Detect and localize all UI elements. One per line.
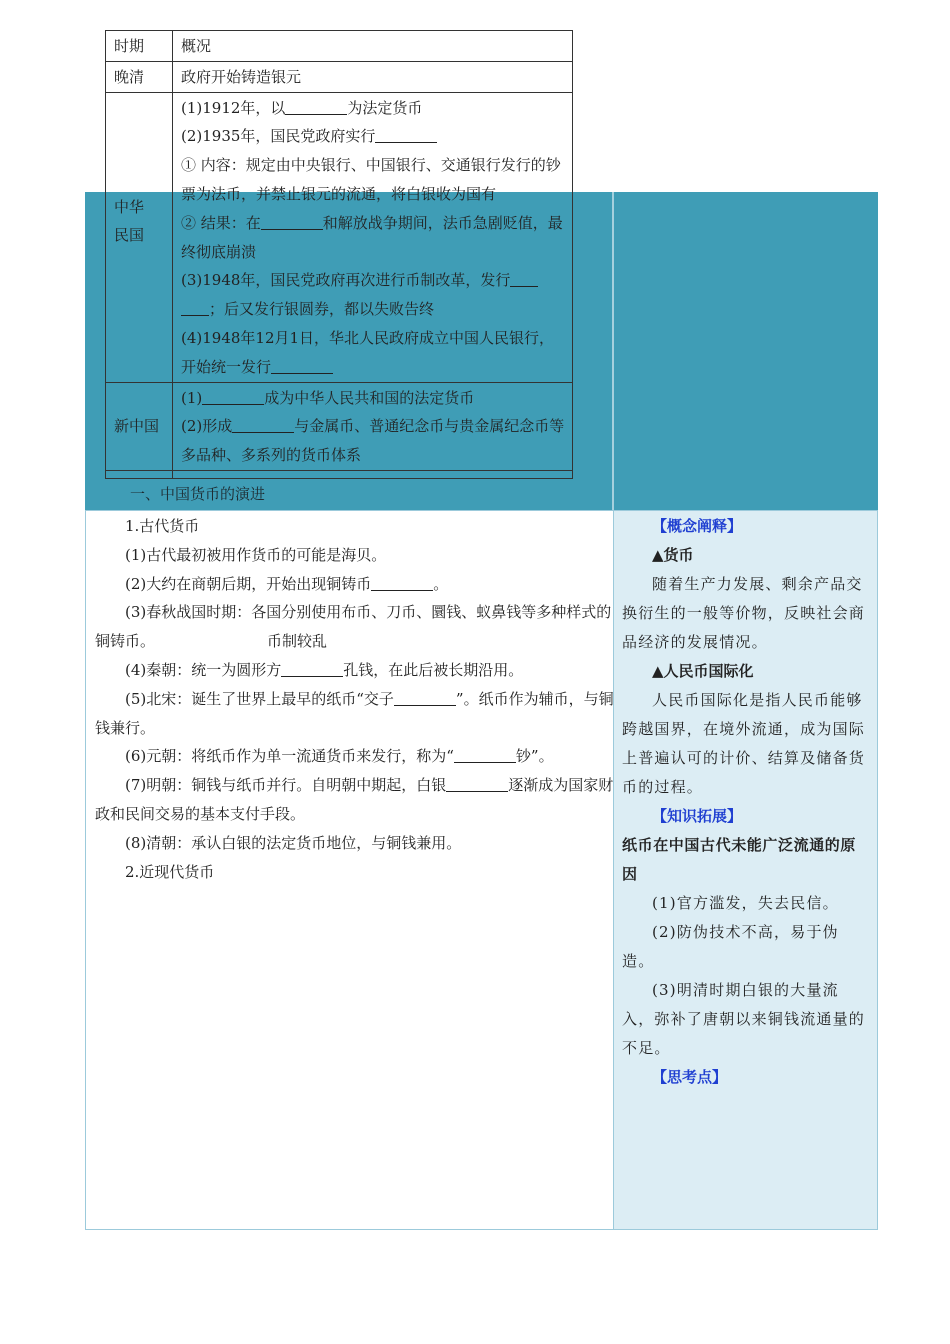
fill-blank[interactable] <box>394 690 456 706</box>
currency-periods-table <box>105 30 573 479</box>
concept-text: 随着生产力发展、剩余产品交换衍生的一般等价物，反映社会商品经济的发展情况。 <box>622 575 866 651</box>
list-item: (7)明朝：铜钱与纸币并行。自明朝中期起，白银 逐渐成为国家财政和民间交易的基本支付手段。 <box>95 776 614 823</box>
list-item: (3)春秋战国时期：各国分别使用布币、刀币、圜钱、蚁鼻钱等多种样式的铜铸币。 币制较乱 <box>95 603 612 651</box>
period-label: 中华民国 <box>114 197 145 245</box>
heading-ancient: 1.古代货币 <box>125 517 200 535</box>
concept-title: ▲人民币国际化 <box>652 662 754 680</box>
table-row <box>106 382 573 470</box>
fill-blank[interactable] <box>510 271 538 287</box>
list-item: (5)北宋：诞生了世界上最早的纸币“交子 ”。纸币作为辅币，与铜钱兼行。 <box>95 689 614 737</box>
header-overview: 概况 <box>173 31 573 62</box>
list-item: (1)古代最初被用作货币的可能是海贝。 <box>125 545 387 564</box>
sidebar-content <box>622 512 868 1092</box>
overview-cell <box>173 382 573 470</box>
extend-item: (3)明清时期白银的大量流入，弥补了唐朝以来铜钱流通量的不足。 <box>622 981 866 1057</box>
band-divider <box>612 192 614 510</box>
extend-item: (1)官方滥发，失去民信。 <box>652 894 839 912</box>
extend-item: (2)防伪技术不高，易于伪造。 <box>622 923 839 970</box>
fill-blank[interactable] <box>446 776 508 792</box>
header-period: 时期 <box>106 31 173 62</box>
section-title: 一、中国货币的演进 <box>130 485 266 503</box>
list-item: (6)元朝：将纸币作为单一流通货币来发行，称为“ 钞”。 <box>125 747 554 766</box>
period-cell: 新中国 <box>106 382 173 470</box>
list-item: (4)秦朝：统一为圆形方 孔钱，在此后被长期沿用。 <box>125 660 524 679</box>
overview-line: (2)1935年，国民党政府实行 <box>181 122 566 151</box>
heading-modern: 2.近现代货币 <box>125 862 215 881</box>
fill-blank[interactable] <box>285 99 347 115</box>
overview-line: ② 结果：在 和解放战争期间，法币急剧贬值，最终彻底崩溃 <box>181 213 563 261</box>
fill-blank[interactable] <box>371 575 433 591</box>
overview-line: ① 内容：规定由中央银行、中国银行、交通银行发行的钞票为法币，并禁止银元的流通，将白银收为国有 <box>181 156 561 203</box>
overview-line: (1)1912年，以 为法定货币 <box>181 98 423 117</box>
fill-blank[interactable] <box>181 300 209 316</box>
period-cell: 晚清 <box>106 61 173 92</box>
main-content <box>95 512 615 886</box>
fill-blank[interactable] <box>232 417 294 433</box>
fill-blank[interactable] <box>375 127 437 143</box>
overview-line: (3)1948年，国民党政府再次进行币制改革，发行；后又发行银圆券，都以失败告终 <box>181 266 566 324</box>
extend-title: 纸币在中国古代未能广泛流通的原因 <box>622 836 857 883</box>
list-item: (8)清朝：承认白银的法定货币地位，与铜钱兼用。 <box>125 833 462 852</box>
fill-blank[interactable] <box>454 747 516 763</box>
table-spacer-row <box>106 470 573 478</box>
list-item: (2)大约在商朝后期，开始出现铜铸币 。 <box>125 574 449 593</box>
table-row <box>106 61 573 92</box>
fill-blank[interactable] <box>271 358 333 374</box>
concept-title: ▲货币 <box>652 546 694 564</box>
concept-text: 人民币国际化是指人民币能够跨越国界，在境外流通，成为国际上普遍认可的计价、结算及储备货币的过程。 <box>622 691 866 796</box>
think-tag: 【思考点】 <box>652 1068 728 1086</box>
fill-blank[interactable] <box>202 389 264 405</box>
fill-blank[interactable] <box>281 661 343 677</box>
table-row <box>106 92 573 382</box>
fill-blank[interactable] <box>261 214 323 230</box>
overview-line: (1) 成为中华人民共和国的法定货币 <box>181 388 475 407</box>
concept-tag: 【概念阐释】 <box>652 517 743 535</box>
overview-cell <box>173 61 573 92</box>
period-cell <box>106 92 173 382</box>
overview-line: 政府开始铸造银元 <box>181 67 302 86</box>
extend-tag: 【知识拓展】 <box>652 807 743 825</box>
overview-cell <box>173 92 573 382</box>
overview-line: (4)1948年12月1日，华北人民政府成立中国人民银行，开始统一发行 <box>181 328 555 376</box>
overview-line: (2)形成 与金属币、普通纪念币与贵金属纪念币等多品种、多系列的货币体系 <box>181 417 565 465</box>
table-header-row <box>106 31 573 62</box>
